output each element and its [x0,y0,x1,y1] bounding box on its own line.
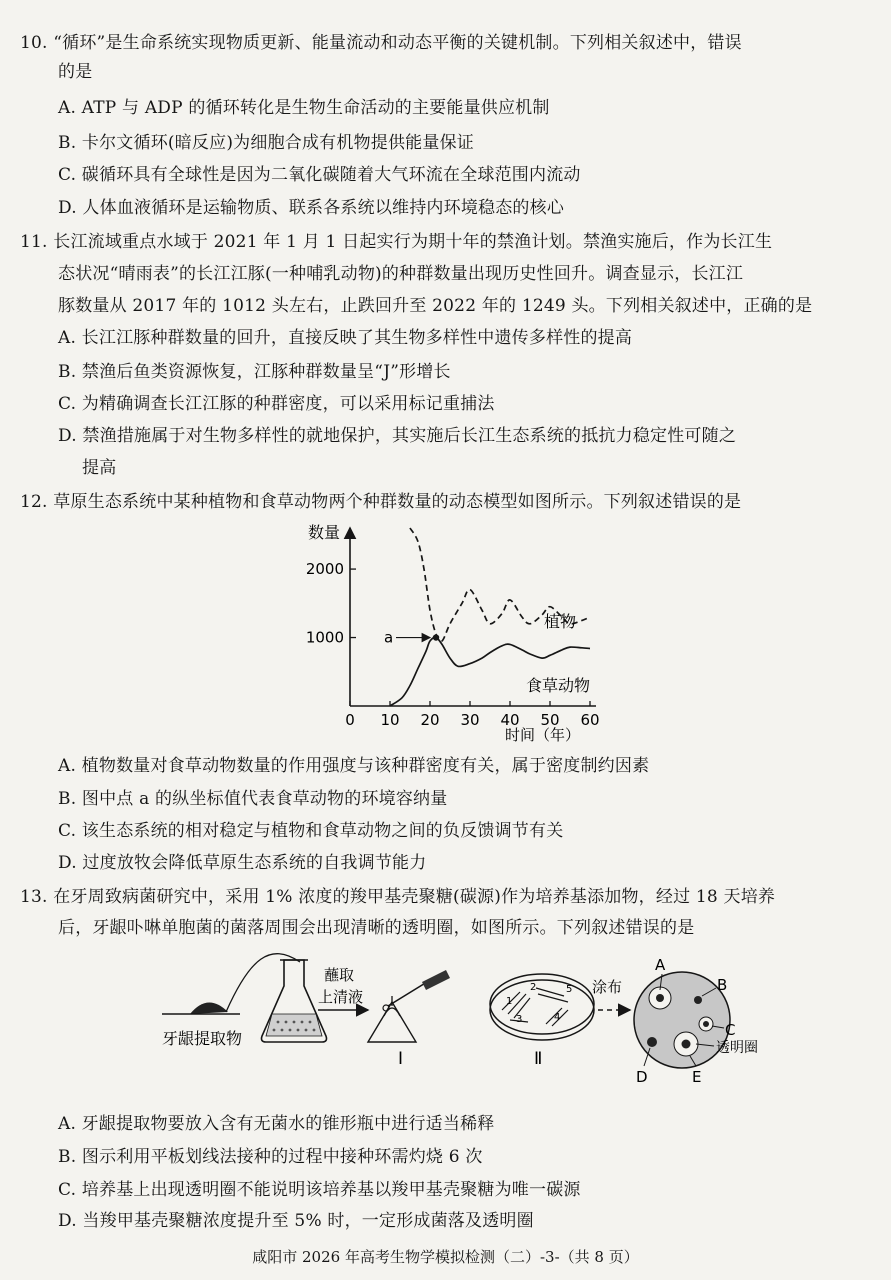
colony-label-a: A [655,956,666,974]
x-tick-label-2: 20 [420,711,440,729]
x-tick-label-3: 30 [460,711,480,729]
inoculating-loop-flame [368,970,450,1042]
y-tick-label-0: 1000 [305,628,344,647]
population-chart [300,514,620,748]
legend-plant-label: 植物 [544,612,577,631]
q10-stem-line1: 10. “循环”是生命系统实现物质更新、能量流动和动态平衡的关键机制。下列相关叙述中，错误 [20,33,742,53]
point-a-label: a [384,628,394,647]
q13-option-d: D. 当羧甲基壳聚糖浓度提升至 5% 时，一定形成菌落及透明圈 [58,1211,534,1231]
q11-option-c: C. 为精确调查长江江豚的种群密度，可以采用标记重捕法 [58,394,495,414]
x-tick-label-1: 10 [380,711,400,729]
q11-option-a: A. 长江江豚种群数量的回升，直接反映了其生物多样性中遗传多样性的提高 [58,328,633,348]
colony-b [694,996,702,1004]
colony-label-d: D [636,1068,648,1086]
legend-herbivore-label: 食草动物 [526,676,591,695]
culture-process-figure [150,948,758,1098]
q13-option-b: B. 图示利用平板划线法接种的过程中接种环需灼烧 6 次 [58,1147,483,1167]
q11-option-d-cont: 提高 [82,458,117,478]
chart-y-label: 数量 [308,523,341,542]
q11-stem-line2: 态状况“晴雨表”的长江江豚(一种哺乳动物)的种群数量出现历史性回升。调查显示，长江江 [58,264,744,284]
q13-stem-line1: 13. 在牙周致病菌研究中，采用 1% 浓度的羧甲基壳聚糖(碳源)作为培养基添加物，经过 18 天培养 [20,887,776,907]
streak-number-2: 2 [530,982,537,993]
label-spread: 涂布 [592,978,623,996]
colony-e [682,1040,691,1049]
q11-stem-line3: 豚数量从 2017 年的 1012 头左右，止跌回升至 2022 年的 1249 头。下列相关叙述中，正确的是 [58,296,813,316]
label-supernatant: 上清液 [318,988,364,1006]
x-tick-label-5: 50 [540,711,560,729]
colony-label-b: B [717,976,728,994]
chart-x-label: 时间（年） [505,726,581,744]
q12-option-b: B. 图中点 a 的纵坐标值代表食草动物的环境容纳量 [58,789,448,809]
colony-label-e: E [692,1068,702,1086]
streak-number-1: 1 [506,996,513,1007]
q10-option-c: C. 碳循环具有全球性是因为二氧化碳随着大气环流在全球范围内流动 [58,165,581,185]
q13-stem-line2: 后，牙龈卟啉单胞菌的菌落周围会出现清晰的透明圈，如图所示。下列叙述错误的是 [58,918,695,938]
colony-a [656,994,664,1002]
y-tick-label-1: 2000 [305,560,344,579]
colony-c [703,1021,709,1027]
q13-option-c: C. 培养基上出现透明圈不能说明该培养基以羧甲基壳聚糖为唯一碳源 [58,1180,581,1200]
page-footer: 咸阳市 2026 年高考生物学模拟检测（二）-3-（共 8 页） [252,1248,639,1266]
point-a-marker [433,634,439,640]
q10-stem-line2: 的是 [58,62,93,82]
label-step-2: Ⅱ [534,1049,543,1069]
streak-plate [490,974,594,1040]
q11-option-b: B. 禁渔后鱼类资源恢复，江豚种群数量呈“J”形增长 [58,362,451,382]
x-tick-label-6: 60 [580,711,600,729]
q10-option-d: D. 人体血液循环是运输物质、联系各系统以维持内环境稳态的核心 [58,198,565,218]
transfer-curve [226,954,300,1012]
erlenmeyer-flask [262,960,327,1042]
colony-label-c: C [725,1021,736,1039]
q11-stem-line1: 11. 长江流域重点水域于 2021 年 1 月 1 日起实行为期十年的禁渔计划。禁渔实施后，作为长江生 [20,232,773,252]
q12-option-d: D. 过度放牧会降低草原生态系统的自我调节能力 [58,853,427,873]
q12-option-c: C. 该生态系统的相对稳定与植物和食草动物之间的负反馈调节有关 [58,821,564,841]
streak-number-3: 3 [516,1014,523,1025]
q11-option-d: D. 禁渔措施属于对生物多样性的就地保护，其实施后长江生态系统的抵抗力稳定性可随之 [58,426,737,446]
label-halo: 透明圈 [716,1040,758,1056]
colony-d [647,1037,657,1047]
q12-stem-line1: 12. 草原生态系统中某种植物和食草动物两个种群数量的动态模型如图所示。下列叙述错误的是 [20,492,742,512]
label-dip: 蘸取 [324,966,355,984]
label-step-1: Ⅰ [398,1049,404,1069]
x-tick-label-4: 40 [500,711,520,729]
label-gum-extract: 牙龈提取物 [162,1029,243,1048]
q10-option-b: B. 卡尔文循环(暗反应)为细胞合成有机物提供能量保证 [58,133,474,153]
q10-option-a: A. ATP 与 ADP 的循环转化是生物生命活动的主要能量供应机制 [58,98,550,118]
gum-extract-blob [190,1002,228,1014]
q12-option-a: A. 植物数量对食草动物数量的作用强度与该种群密度有关，属于密度制约因素 [58,756,650,776]
q13-option-a: A. 牙龈提取物要放入含有无菌水的锥形瓶中进行适当稀释 [58,1114,495,1134]
streak-number-5: 5 [566,984,573,995]
x-tick-label-0: 0 [345,711,355,729]
series-line-herbivore [390,637,590,706]
streak-number-4: 4 [554,1012,561,1023]
